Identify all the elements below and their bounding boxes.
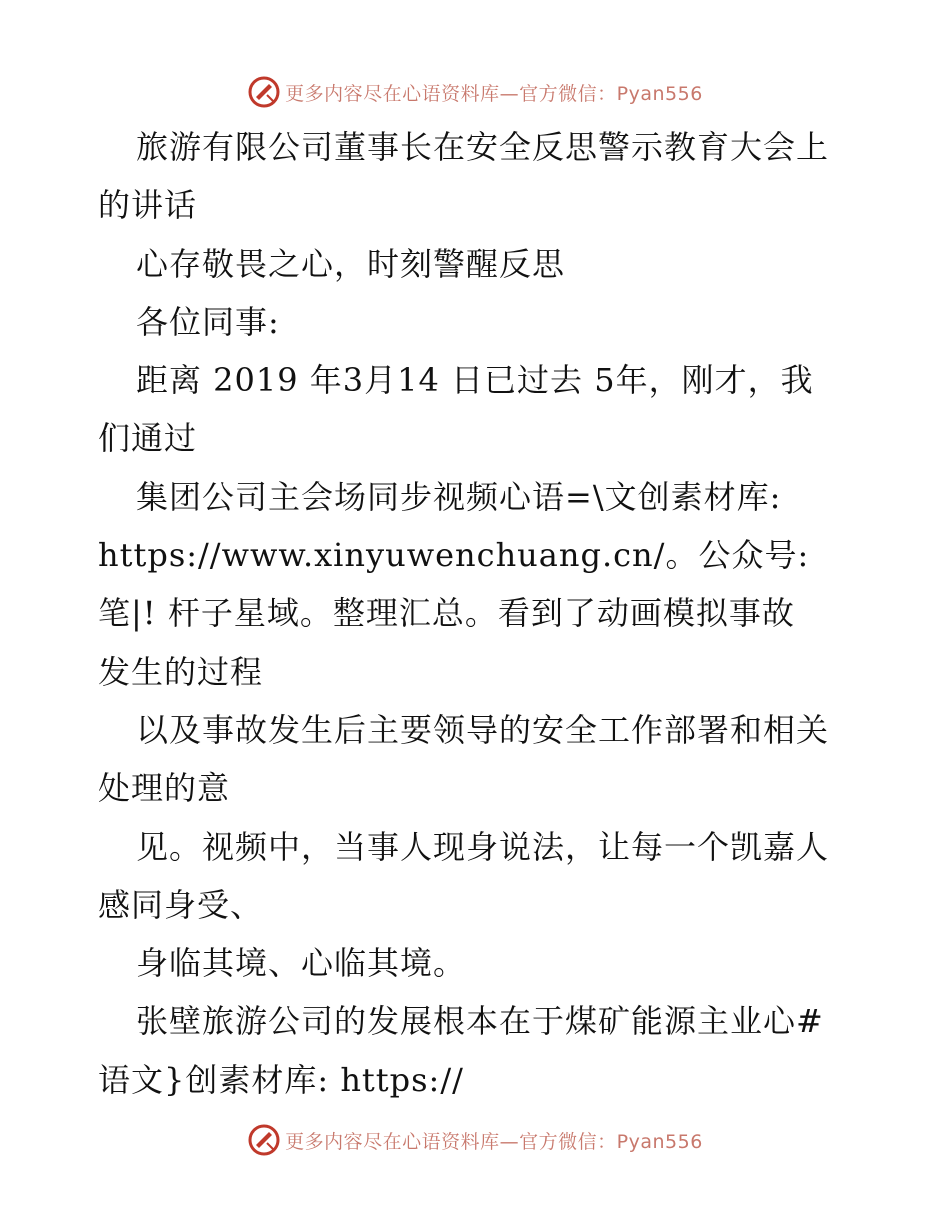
- footer-banner-text: 更多内容尽在心语资料库—官方微信：Pyan556: [285, 1130, 703, 1153]
- paragraph-line: 语文}创素材库: https://: [98, 1060, 464, 1099]
- paragraph-line: 见。视频中，当事人现身说法，让每一个凯嘉人: [136, 827, 830, 866]
- paragraph-line: 身临其境、心临其境。: [136, 944, 467, 983]
- header-banner-text: 更多内容尽在心语资料库—官方微信：Pyan556: [285, 82, 703, 105]
- paragraph-line: 张壁旅游公司的发展根本在于煤矿能源主业心#: [136, 1002, 824, 1041]
- paragraph-line: 笔|! 杆子星域。整理汇总。看到了动画模拟事故: [98, 594, 795, 633]
- paragraph-line: 集团公司主会场同步视频心语=\文创素材库:: [136, 477, 782, 516]
- paragraph-line: 发生的过程: [98, 652, 264, 691]
- footer-banner: [0, 1120, 950, 1160]
- title-line-2: 的讲话: [98, 186, 198, 225]
- document-body: [98, 118, 858, 1109]
- logo-icon: [247, 75, 281, 109]
- salutation: 各位同事:: [136, 302, 280, 341]
- logo-icon: [247, 1123, 281, 1157]
- paragraph-line: 感同身受、: [98, 885, 264, 924]
- title-line-1: 旅游有限公司董事长在安全反思警示教育大会上: [136, 128, 830, 166]
- paragraph-line: 处理的意: [98, 769, 231, 808]
- paragraph-line: 距离 2019 年3月14 日已过去 5年，刚才，我: [136, 361, 814, 400]
- paragraph-line: https://www.xinyuwenchuang.cn/。公众号:: [98, 536, 810, 575]
- paragraph-line: 们通过: [98, 419, 198, 458]
- paragraph-line: 以及事故发生后主要领导的安全工作部署和相关: [136, 710, 830, 749]
- header-banner: [0, 72, 950, 112]
- subtitle: 心存敬畏之心，时刻警醒反思: [136, 244, 566, 283]
